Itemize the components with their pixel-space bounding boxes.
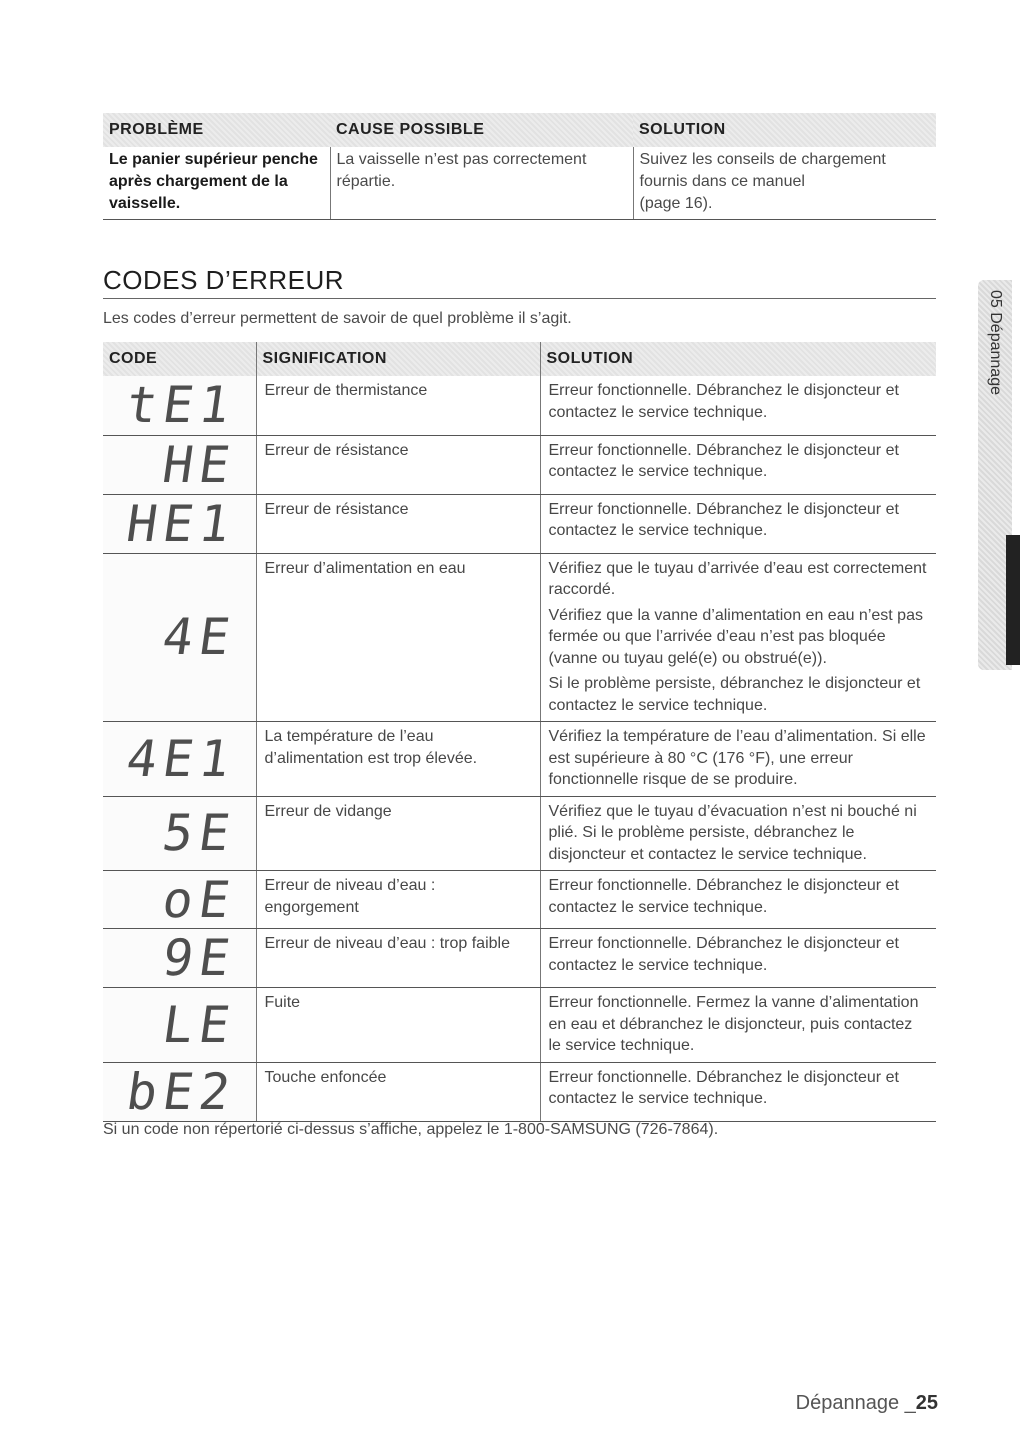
problem-table-header xyxy=(103,113,936,147)
error-code-display: HE xyxy=(159,435,240,494)
error-codes-header xyxy=(103,342,936,376)
table-row xyxy=(103,988,936,1063)
solution-cell xyxy=(540,494,936,553)
footnote: Si un code non répertorié ci-dessus s’affiche, appelez le 1-800-SAMSUNG (726-7864). xyxy=(103,1121,719,1138)
solution-cell xyxy=(540,1062,936,1121)
error-code-display: 4E xyxy=(159,608,240,667)
solution-line: Erreur fonctionnelle. Débranchez le disjoncteur et contactez le service technique. xyxy=(548,877,899,916)
error-code-display: tE1 xyxy=(123,376,240,435)
meaning-cell: Erreur d’alimentation en eau xyxy=(256,553,540,722)
code-cell xyxy=(103,376,256,435)
table-row xyxy=(103,494,936,553)
table-row xyxy=(103,435,936,494)
solution-line: Erreur fonctionnelle. Débranchez le disjoncteur et contactez le service technique. xyxy=(548,500,899,539)
error-codes-body xyxy=(103,376,936,1121)
error-code-display: 5E xyxy=(159,804,240,863)
table-row xyxy=(103,722,936,797)
error-code-display: HE1 xyxy=(123,494,240,553)
section-intro: Les codes d’erreur permettent de savoir de quel problème il s’agit. xyxy=(103,310,572,327)
solution-cell xyxy=(540,796,936,871)
table-row xyxy=(103,1062,936,1121)
error-code-display: bE2 xyxy=(123,1062,240,1121)
title-divider xyxy=(103,298,936,299)
header-meaning: SIGNIFICATION xyxy=(256,342,540,376)
code-cell xyxy=(103,435,256,494)
error-code-display: 9E xyxy=(159,929,240,987)
error-code-display: LE xyxy=(159,995,240,1054)
table-row xyxy=(103,553,936,722)
solution-line: Erreur fonctionnelle. Débranchez le disjoncteur et contactez le service technique. xyxy=(548,441,899,480)
header-solution: SOLUTION xyxy=(540,342,936,376)
meaning-cell: Touche enfoncée xyxy=(256,1062,540,1121)
problem-table xyxy=(103,113,936,220)
header-cause: CAUSE POSSIBLE xyxy=(330,113,633,147)
table-row xyxy=(103,929,936,988)
header-code: CODE xyxy=(103,342,256,376)
page-footer xyxy=(796,1392,938,1415)
section-title: CODES D’ERREUR xyxy=(103,265,345,295)
code-cell xyxy=(103,494,256,553)
solution-line: Erreur fonctionnelle. Fermez la vanne d’alimentation en eau et débranchez le disjoncteur, puis contactez le service technique. xyxy=(548,994,919,1054)
code-cell xyxy=(103,796,256,871)
solution-text: Suivez les conseils de chargement fournis dans ce manuel xyxy=(639,151,886,190)
page-number: 25 xyxy=(915,1392,938,1414)
solution-line: Vérifiez que le tuyau d’évacuation n’est ni bouché ni plié. Si le problème persiste, débranchez le disjoncteur et contactez le service technique. xyxy=(548,802,917,863)
meaning-cell: Erreur de thermistance xyxy=(256,376,540,435)
meaning-cell: Erreur de vidange xyxy=(256,796,540,871)
code-cell xyxy=(103,988,256,1063)
solution-line: Vérifiez la température de l’eau d’alimentation. Si elle est supérieure à 80 °C (176 °F), une erreur fonctionnelle risque de se produire. xyxy=(548,728,926,788)
table-row xyxy=(103,147,936,220)
code-cell xyxy=(103,553,256,722)
meaning-cell: Erreur de résistance xyxy=(256,435,540,494)
solution-page-ref: (page 16). xyxy=(639,195,713,212)
header-solution: SOLUTION xyxy=(633,113,936,147)
meaning-cell: Erreur de niveau d’eau : trop faible xyxy=(256,929,540,988)
solution-cell xyxy=(540,871,936,929)
header-problem: PROBLÈME xyxy=(103,113,330,147)
problem-cell: Le panier supérieur penche après chargement de la vaisselle. xyxy=(103,147,330,220)
code-cell xyxy=(103,1062,256,1121)
solution-line: Si le problème persiste, débranchez le disjoncteur et contactez le service technique. xyxy=(548,675,921,714)
chapter-marker xyxy=(1006,535,1020,665)
solution-cell xyxy=(540,722,936,797)
solution-cell xyxy=(540,929,936,988)
solution-cell xyxy=(540,988,936,1063)
meaning-cell: La température de l’eau d’alimentation est trop élevée. xyxy=(256,722,540,797)
solution-line: Erreur fonctionnelle. Débranchez le disjoncteur et contactez le service technique. xyxy=(548,935,899,974)
solution-line: Erreur fonctionnelle. Débranchez le disjoncteur et contactez le service technique. xyxy=(548,382,899,421)
solution-cell xyxy=(540,376,936,435)
chapter-tab-label: 05 Dépannage xyxy=(987,290,1004,395)
solution-line: Vérifiez que le tuyau d’arrivée d’eau est correctement raccordé. xyxy=(548,559,927,598)
meaning-cell: Fuite xyxy=(256,988,540,1063)
error-code-display: 4E1 xyxy=(123,729,240,788)
error-code-display: oE xyxy=(159,870,240,929)
solution-cell xyxy=(540,553,936,722)
solution-line: Vérifiez que la vanne d’alimentation en eau n’est pas fermée ou que l’arrivée d’eau n’est pas bloquée (vanne ou tuyau gelé(e) ou obstrué(e)). xyxy=(548,606,923,667)
meaning-cell: Erreur de résistance xyxy=(256,494,540,553)
code-cell xyxy=(103,722,256,797)
code-cell xyxy=(103,929,256,988)
table-row xyxy=(103,871,936,929)
code-cell xyxy=(103,871,256,929)
footer-section: Dépannage _ xyxy=(795,1392,916,1414)
solution-line: Erreur fonctionnelle. Débranchez le disjoncteur et contactez le service technique. xyxy=(548,1068,899,1107)
solution-cell xyxy=(540,435,936,494)
cause-cell: La vaisselle n’est pas correctement répartie. xyxy=(330,147,633,220)
error-codes-table xyxy=(103,342,936,1122)
meaning-cell: Erreur de niveau d’eau : engorgement xyxy=(256,871,540,929)
solution-cell xyxy=(633,147,936,220)
table-row xyxy=(103,376,936,435)
table-row xyxy=(103,796,936,871)
